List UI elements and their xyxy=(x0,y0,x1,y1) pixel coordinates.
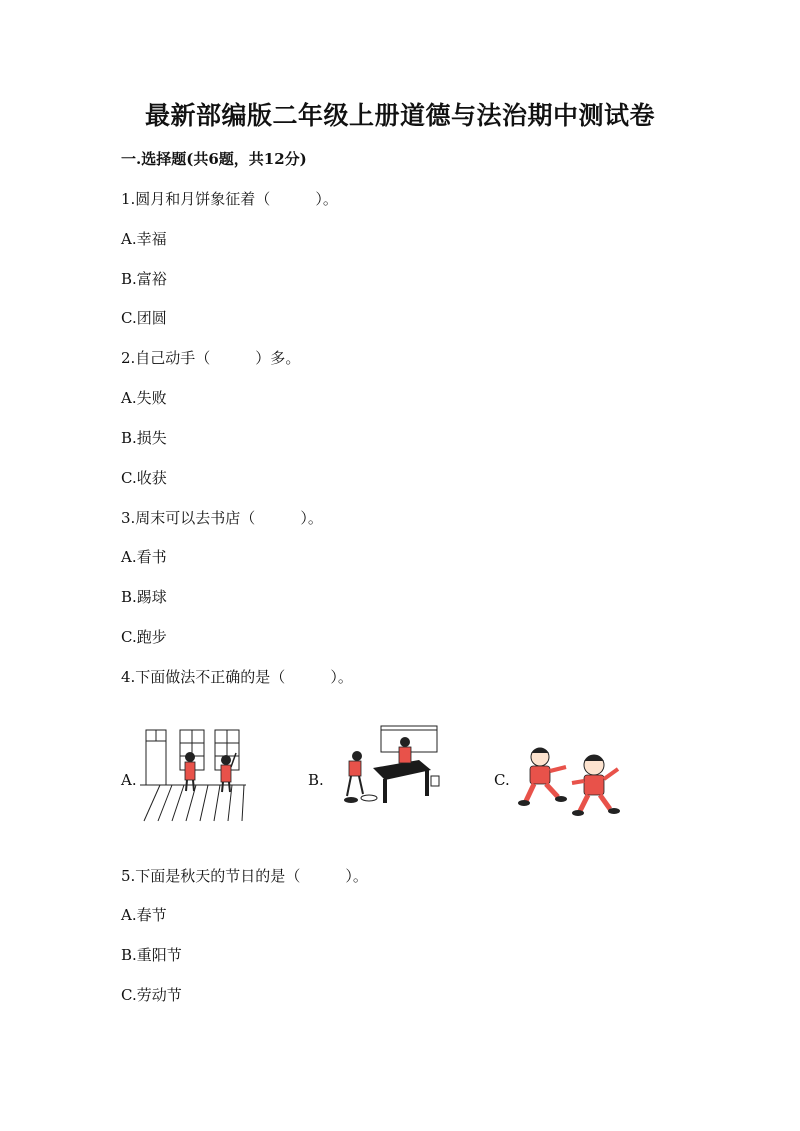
question-1-option-c[interactable]: C.团圆 xyxy=(121,309,167,327)
question-4-option-b-label[interactable]: B. xyxy=(308,771,324,789)
question-4-option-c-label[interactable]: C. xyxy=(494,771,510,789)
question-5-stem: 5.下面是秋天的节日的是（ ）。 xyxy=(121,867,368,885)
window-cleaning-illustration[interactable] xyxy=(140,727,250,822)
question-5-option-a[interactable]: A.春节 xyxy=(121,906,167,924)
question-2-option-c[interactable]: C.收获 xyxy=(121,469,167,487)
page-title: 最新部编版二年级上册道德与法治期中测试卷 xyxy=(144,101,655,130)
question-1-option-a[interactable]: A.幸福 xyxy=(121,230,167,248)
question-2-option-b[interactable]: B.损失 xyxy=(121,429,167,447)
question-1-stem: 1.圆月和月饼象征着（ ）。 xyxy=(121,190,338,208)
question-5-option-b[interactable]: B.重阳节 xyxy=(121,946,182,964)
question-4-option-a-label[interactable]: A. xyxy=(121,771,137,789)
section-heading: 一.选择题(共6题，共12分) xyxy=(121,150,307,168)
question-5-option-c[interactable]: C.劳动节 xyxy=(121,986,182,1004)
question-3-option-a[interactable]: A.看书 xyxy=(121,548,167,566)
question-2-option-a[interactable]: A.失败 xyxy=(121,389,167,407)
question-3-option-b[interactable]: B.踢球 xyxy=(121,588,167,606)
question-3-option-c[interactable]: C.跑步 xyxy=(121,628,167,646)
question-1-option-b[interactable]: B.富裕 xyxy=(121,270,167,288)
question-2-stem: 2.自己动手（ ）多。 xyxy=(121,349,301,367)
question-4-stem: 4.下面做法不正确的是（ ）。 xyxy=(121,668,353,686)
table-cleaning-illustration[interactable] xyxy=(333,724,443,809)
question-3-stem: 3.周末可以去书店（ ）。 xyxy=(121,509,323,527)
children-fighting-illustration[interactable] xyxy=(518,743,630,821)
